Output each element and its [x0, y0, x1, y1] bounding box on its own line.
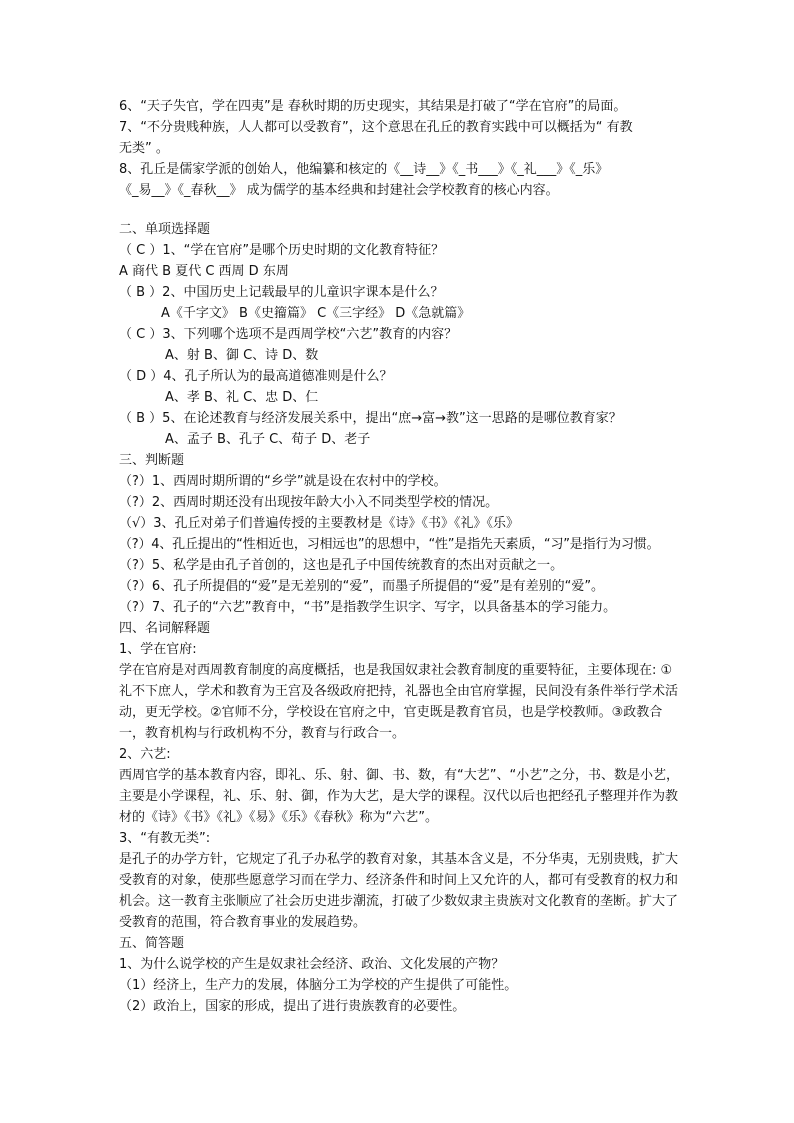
section-heading-judgement: 三、判断题 [119, 453, 185, 468]
fill-item-6: 6、“天子失官，学在四夷”是 春秋时期的历史现实，其结果是打破了“学在官府”的局面。 [119, 99, 627, 114]
choice-question-1: （ C ）1、“学在官府”是哪个历史时期的文化教育特征？ [119, 243, 445, 258]
fill-item-8-cont: 《_易__》《_春秋__》 成为儒学的基本经典和封建社会学校教育的核心内容。 [119, 183, 559, 198]
section-gap [119, 201, 679, 219]
choice-options-5: A、孟子 B、孔子 C、荀子 D、老子 [165, 432, 371, 447]
judgement-item-6: （?）6、孔子所提倡的“爱”是无差别的“爱”，而墨子所提倡的“爱”是有差别的“爱”。 [119, 579, 605, 594]
choice-question-2: （ B ）2、中国历史上记载最早的儿童识字课本是什么？ [119, 285, 444, 300]
fill-item-8: 8、孔丘是儒家学派的创始人，他编纂和核定的《__诗__》《_书___》《_礼___》《_乐》 [119, 162, 609, 177]
fill-item-7: 7、“不分贵贱种族，人人都可以受教育”，这个意思在孔丘的教育实践中可以概括为“ 有教 [119, 120, 633, 135]
judgement-item-3: （√）3、孔丘对弟子们普遍传授的主要教材是《诗》《书》《礼》《乐》 [119, 516, 520, 531]
section-heading-terms: 四、名词解释题 [119, 621, 211, 636]
judgement-item-7: （?）7、孔子的“六艺”教育中，“书”是指教学生识字、写字，以具备基本的学习能力。 [119, 600, 617, 615]
judgement-item-2: （?）2、西周时期还没有出现按年龄大小入不同类型学校的情况。 [119, 495, 499, 510]
judgement-item-4: （?）4、孔丘提出的“性相近也，习相远也”的思想中，“性”是指先天素质，“习”是指行为习惯。 [119, 537, 660, 552]
term-title-1: 1、学在官府: [119, 642, 197, 657]
term-title-3: 3、“有教无类”: [119, 831, 211, 846]
term-title-2: 2、六艺: [119, 747, 171, 762]
choice-options-3: A、射 B、御 C、诗 D、数 [165, 348, 319, 363]
choice-options-1: A 商代 B 夏代 C 西周 D 东周 [119, 264, 289, 279]
document-content [119, 96, 679, 1017]
term-body-3: 是孔子的办学方针，它规定了孔子办私学的教育对象，其基本含义是，不分华夷，无别贵贱，扩大受教育的对象，使那些愿意学习而在学力、经济条件和时间上又允许的人，都可有受教育的权力和机会。这一教育主张顺应了社会历史进步潮流，打破了少数奴隶主贵族对文化教育的垄断。扩大了受教育的范围，符合教育事业的发展趋势。 [119, 852, 679, 930]
fill-item-7-cont: 无类” 。 [119, 141, 169, 156]
choice-question-4: （ D ）4、孔子所认为的最高道德准则是什么？ [119, 369, 393, 384]
choice-question-5: （ B ）5、在论述教育与经济发展关系中，提出“庶→富→教”这一思路的是哪位教育家？ [119, 411, 622, 426]
section-heading-choice: 二、单项选择题 [119, 222, 211, 237]
short-answer-point-1: （1）经济上，生产力的发展，体脑分工为学校的产生提供了可能性。 [119, 978, 518, 993]
term-body-2: 西周官学的基本教育内容，即礼、乐、射、御、书、数，有“大艺”、“小艺”之分，书、数是小艺，主要是小学课程，礼、乐、射、御，作为大艺，是大学的课程。汉代以后也把经孔子整理并作为教材的《诗》《书》《礼》《易》《乐》《春秋》称为“六艺”。 [119, 768, 679, 825]
short-answer-point-2: （2）政治上，国家的形成，提出了进行贵族教育的必要性。 [119, 999, 466, 1014]
judgement-item-1: （?）1、西周时期所谓的“乡学”就是设在农村中的学校。 [119, 474, 447, 489]
short-answer-question-1: 1、为什么说学校的产生是奴隶社会经济、政治、文化发展的产物？ [119, 957, 505, 972]
section-heading-short-answer: 五、简答题 [119, 936, 185, 951]
choice-options-2: A《千字文》 B《史籀篇》 C《三字经》 D《急就篇》 [161, 306, 471, 321]
choice-options-4: A、孝 B、礼 C、忠 D、仁 [165, 390, 319, 405]
term-body-1: 学在官府是对西周教育制度的高度概括，也是我国奴隶社会教育制度的重要特征，主要体现在: ①礼不下庶人，学术和教育为王宫及各级政府把持，礼器也全由官府掌握，民间没有条件举行学术活动，更无学校。②官师不分，学校设在官府之中，官吏既是教育官员，也是学校教师。③政教合一，教育机构与行政机构不分，教育与行政合一。 [119, 663, 679, 741]
choice-question-3: （ C ）3、下列哪个选项不是西周学校“六艺”教育的内容？ [119, 327, 458, 342]
judgement-item-5: （?）5、私学是由孔子首创的，这也是孔子中国传统教育的杰出对贡献之一。 [119, 558, 564, 573]
